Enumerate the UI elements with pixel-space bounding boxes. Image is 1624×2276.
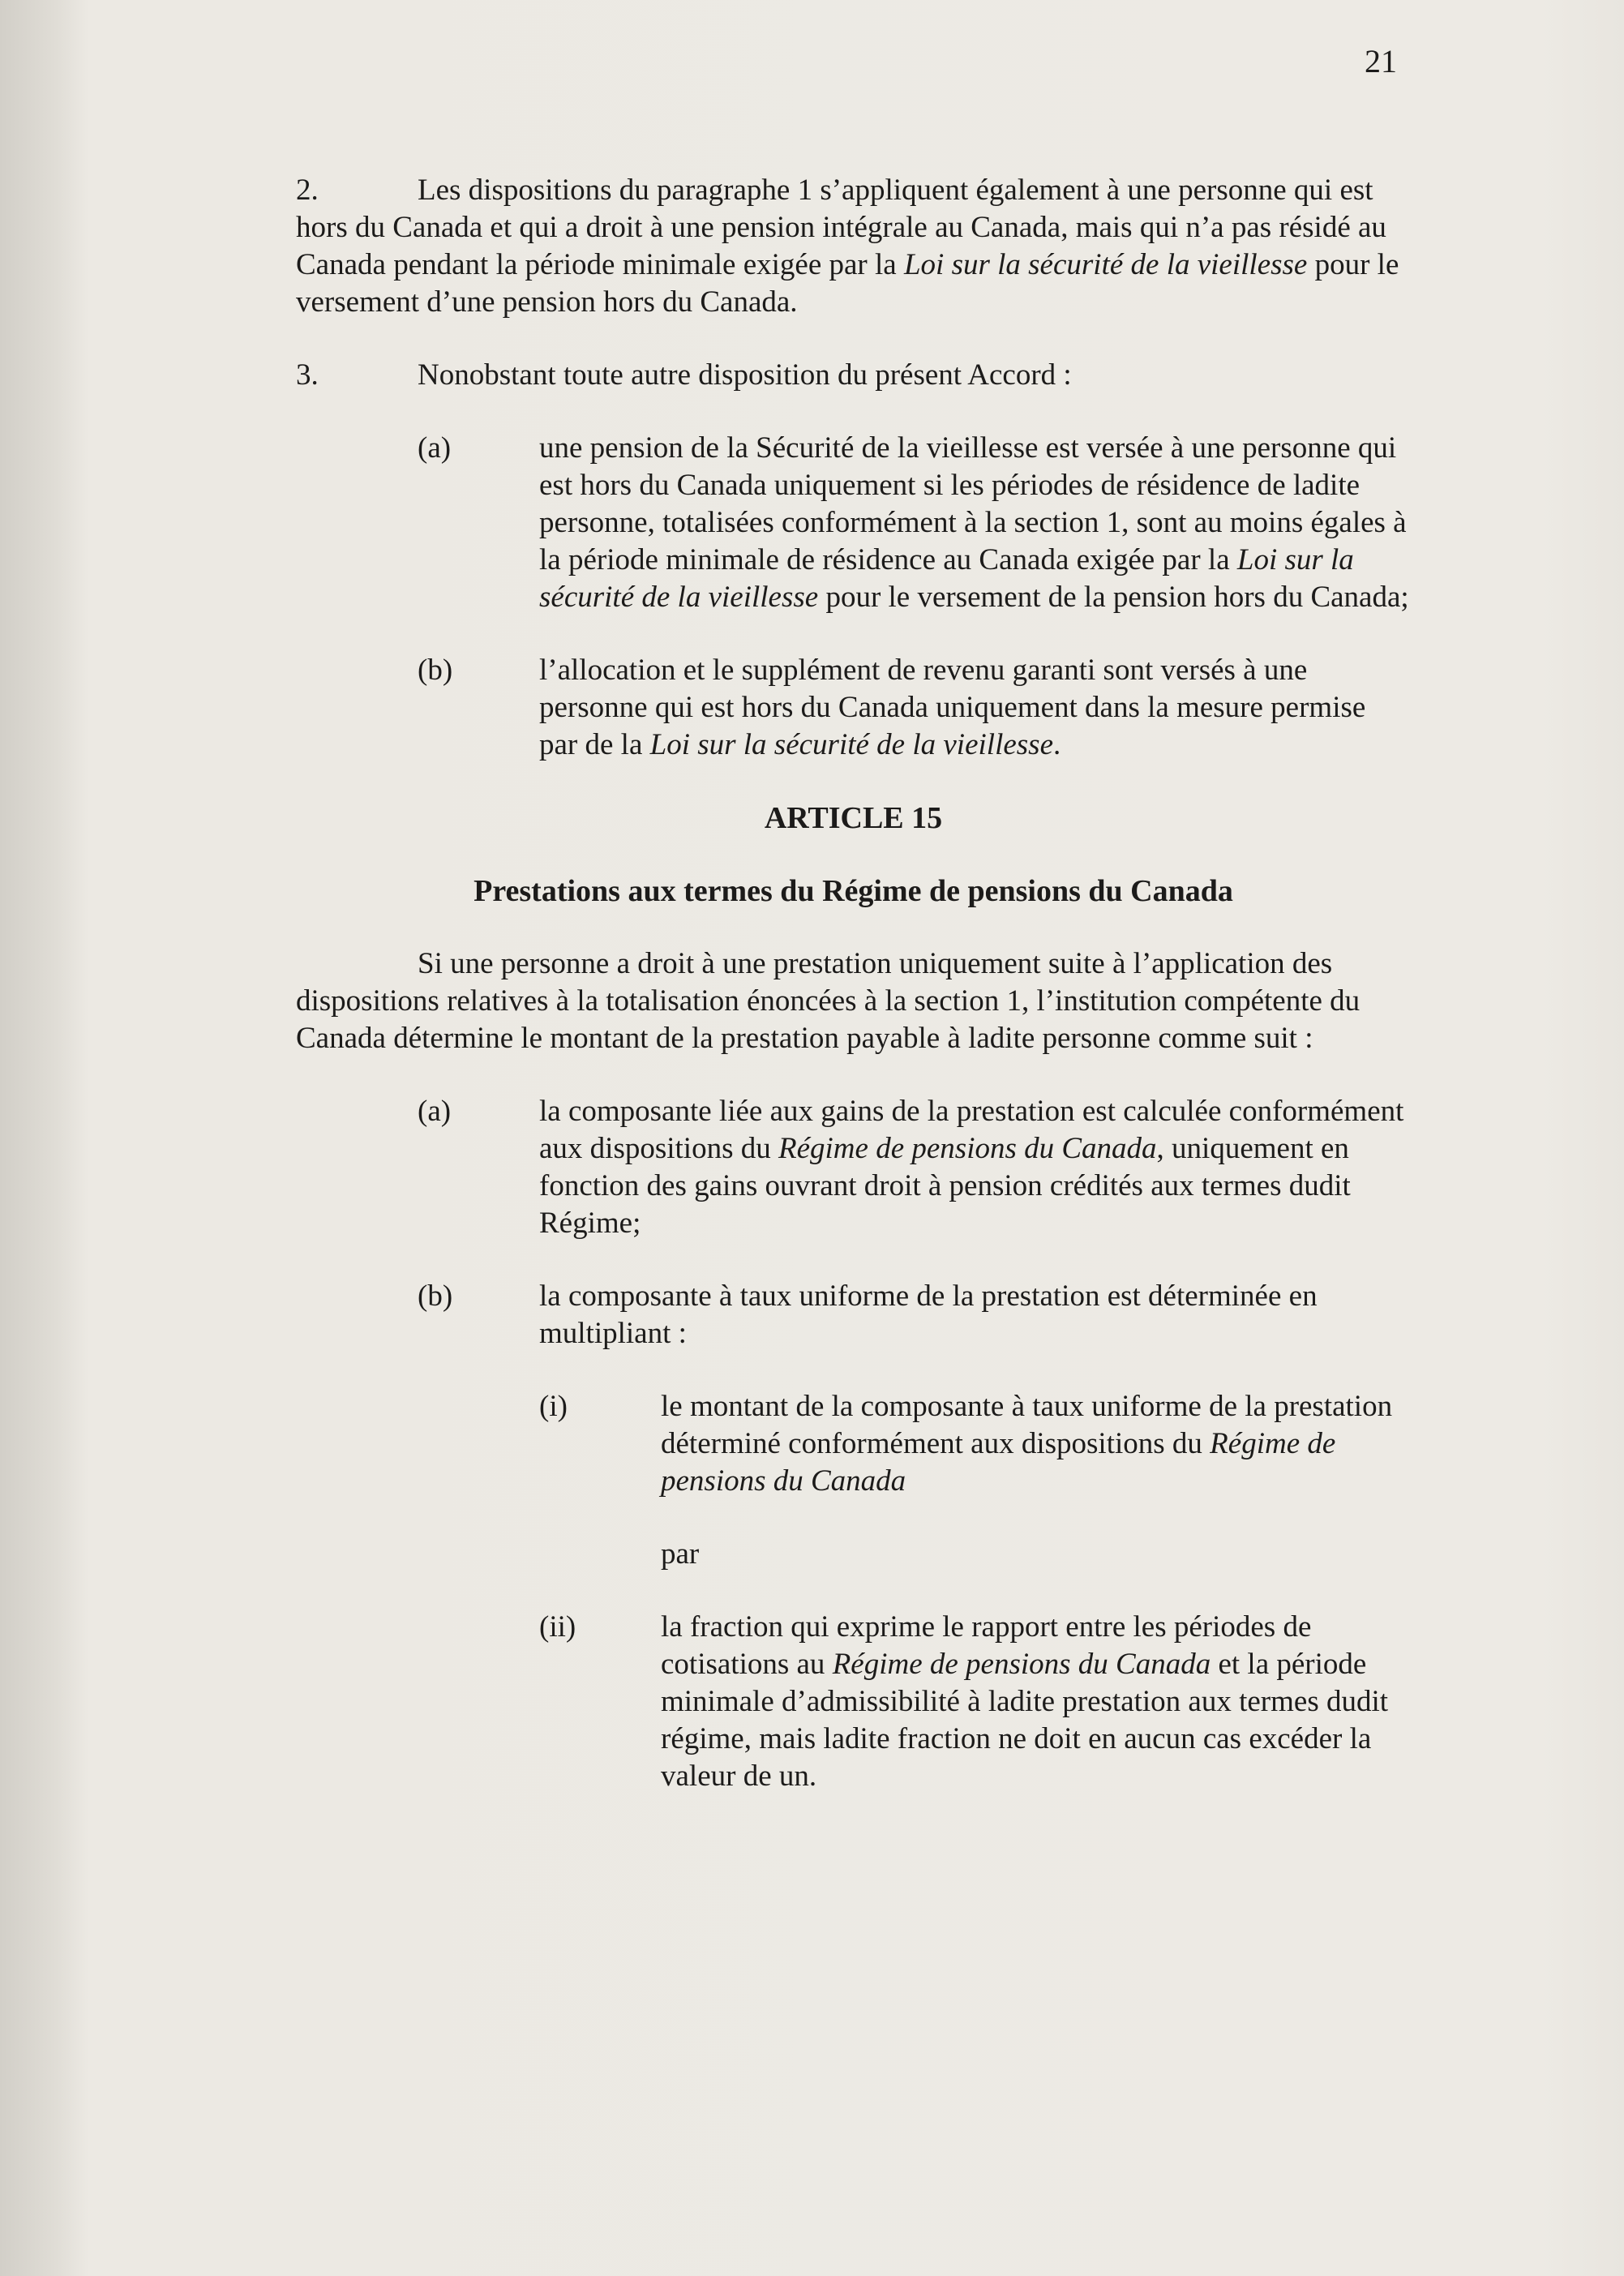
- law-title: Régime de pensions du Canada: [661, 1427, 1336, 1498]
- item-label: (b): [418, 654, 453, 687]
- article-item-b: (b) la composante à taux uniforme de la prestation est déterminée en multipliant :: [418, 1278, 1411, 1352]
- paragraph-2: 2. Les dispositions du paragraphe 1 s’appliquent également à une personne qui est hors du Canada et qui a droit à une pension intégrale au Canada, mais qui n’a pas résidé au Canada pendant la période minimale exigée par la Loi sur la sécurité de la vieillesse pour le versement d’une pension hors du Canada.: [296, 174, 1399, 319]
- item-label: (a): [418, 431, 452, 465]
- article-subitem-i: (i) le montant de la composante à taux uniforme de la prestation déterminé conformément aux dispositions du Régime de pensions du Canada: [539, 1388, 1411, 1500]
- law-title: Loi sur la sécurité de la vieillesse: [649, 728, 1053, 761]
- binding-shadow: [0, 0, 89, 2276]
- article-title: ARTICLE 15: [764, 801, 943, 835]
- article-intro: Si une personne a droit à une prestation uniquement suite à l’application des dispositions relatives à la totalisation énoncées à la section 1, l’institution compétente du Canada détermine le montant de la prestation payable à ladite personne comme suit :: [296, 947, 1360, 1055]
- item-label: (ii): [539, 1610, 576, 1644]
- paragraph-number: 3.: [296, 358, 319, 392]
- paragraph-number: 2.: [296, 174, 319, 207]
- page-content: [296, 172, 1411, 1831]
- page-number: 21: [1365, 43, 1397, 79]
- paragraph-3-item-b: (b) l’allocation et le supplément de revenu garanti sont versés à une personne qui est hors du Canada uniquement dans la mesure permise par de la Loi sur la sécurité de la vieillesse.: [418, 652, 1411, 764]
- paragraph-3: 3. Nonobstant toute autre disposition du présent Accord :: [296, 357, 1411, 394]
- paragraph-3-item-a: (a) une pension de la Sécurité de la vieillesse est versée à une personne qui est hors du Canada uniquement si les périodes de résidence de ladite personne, totalisées conformément à la section 1, sont au moins égales à la période minimale de résidence au Canada exigée par la Loi sur la sécurité de la vieillesse pour le versement de la pension hors du Canada;: [418, 430, 1411, 616]
- item-label: (b): [418, 1279, 453, 1313]
- law-title: Loi sur la sécurité de la vieillesse: [539, 543, 1354, 614]
- item-label: (a): [418, 1095, 452, 1128]
- law-title: Régime de pensions du Canada: [832, 1648, 1211, 1681]
- item-label: (i): [539, 1390, 568, 1423]
- law-title: Loi sur la sécurité de la vieillesse: [903, 248, 1308, 281]
- article-item-a: (a) la composante liée aux gains de la prestation est calculée conformément aux dispositions du Régime de pensions du Canada, uniquement en fonction des gains ouvrant droit à pension crédités aux termes dudit Régime;: [418, 1093, 1411, 1242]
- article-subtitle: Prestations aux termes du Régime de pensions du Canada: [473, 874, 1233, 908]
- par-connector: par: [661, 1537, 700, 1571]
- law-title: Régime de pensions du Canada: [778, 1132, 1157, 1165]
- article-subitem-ii: (ii) la fraction qui exprime le rapport entre les périodes de cotisations au Régime de pensions du Canada et la période minimale d’admissibilité à ladite prestation aux termes dudit régime, mais ladite fraction ne doit en aucun cas excéder la valeur de un.: [539, 1609, 1411, 1795]
